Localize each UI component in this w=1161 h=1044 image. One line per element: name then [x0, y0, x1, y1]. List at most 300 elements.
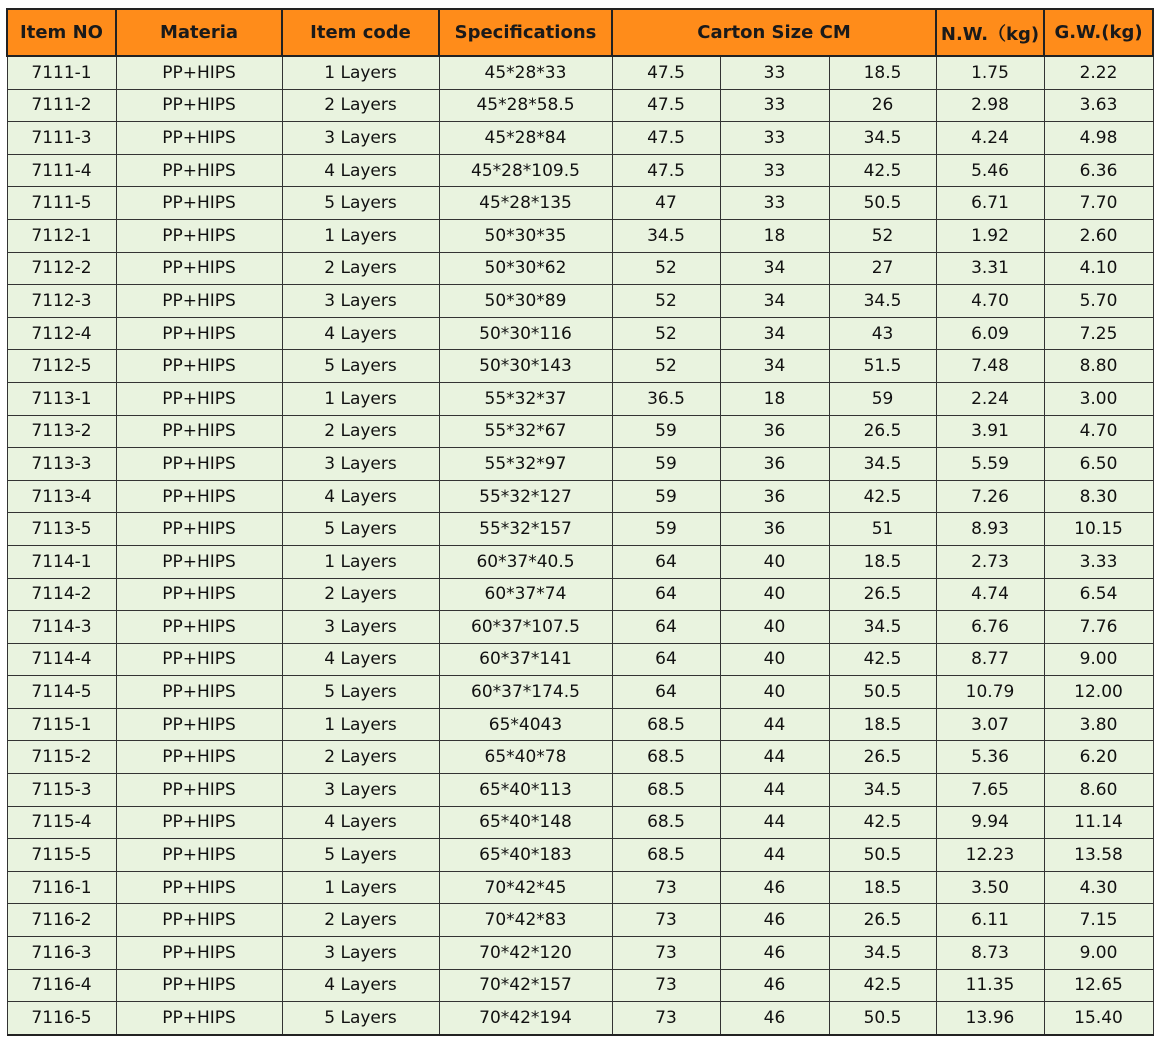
cell-item-code: 2 Layers — [282, 415, 439, 448]
cell-net-weight: 2.98 — [936, 89, 1044, 122]
cell-carton-width: 44 — [720, 839, 829, 872]
cell-materia: PP+HIPS — [116, 350, 282, 383]
cell-item-no: 7113-2 — [7, 415, 116, 448]
table-row — [7, 741, 1153, 774]
cell-carton-length: 64 — [612, 545, 720, 578]
cell-carton-length: 34.5 — [612, 219, 720, 252]
cell-item-code: 3 Layers — [282, 774, 439, 807]
cell-carton-height: 51.5 — [829, 350, 936, 383]
cell-carton-width: 34 — [720, 350, 829, 383]
cell-carton-height: 43 — [829, 317, 936, 350]
cell-item-no: 7115-2 — [7, 741, 116, 774]
cell-gross-weight: 2.22 — [1044, 56, 1153, 89]
cell-carton-width: 44 — [720, 806, 829, 839]
cell-carton-length: 73 — [612, 904, 720, 937]
cell-specifications: 60*37*107.5 — [439, 611, 612, 644]
cell-item-no: 7114-2 — [7, 578, 116, 611]
cell-carton-height: 34.5 — [829, 448, 936, 481]
cell-gross-weight: 15.40 — [1044, 1002, 1153, 1035]
cell-net-weight: 7.65 — [936, 774, 1044, 807]
cell-item-code: 4 Layers — [282, 806, 439, 839]
cell-carton-length: 59 — [612, 513, 720, 546]
cell-specifications: 55*32*67 — [439, 415, 612, 448]
cell-materia: PP+HIPS — [116, 1002, 282, 1035]
cell-carton-height: 51 — [829, 513, 936, 546]
cell-materia: PP+HIPS — [116, 676, 282, 709]
cell-materia: PP+HIPS — [116, 154, 282, 187]
cell-specifications: 55*32*157 — [439, 513, 612, 546]
cell-specifications: 55*32*37 — [439, 382, 612, 415]
cell-item-code: 1 Layers — [282, 56, 439, 89]
cell-item-no: 7114-5 — [7, 676, 116, 709]
cell-carton-length: 73 — [612, 937, 720, 970]
table-row — [7, 937, 1153, 970]
cell-materia: PP+HIPS — [116, 806, 282, 839]
cell-item-code: 2 Layers — [282, 578, 439, 611]
cell-carton-length: 64 — [612, 578, 720, 611]
cell-specifications: 65*40*113 — [439, 774, 612, 807]
cell-specifications: 55*32*127 — [439, 480, 612, 513]
cell-carton-length: 68.5 — [612, 741, 720, 774]
table-row — [7, 806, 1153, 839]
cell-materia: PP+HIPS — [116, 643, 282, 676]
table-row — [7, 545, 1153, 578]
cell-carton-length: 64 — [612, 611, 720, 644]
cell-carton-length: 59 — [612, 480, 720, 513]
cell-gross-weight: 12.65 — [1044, 969, 1153, 1002]
cell-carton-height: 34.5 — [829, 937, 936, 970]
cell-carton-length: 47.5 — [612, 154, 720, 187]
cell-carton-length: 59 — [612, 415, 720, 448]
cell-gross-weight: 3.63 — [1044, 89, 1153, 122]
table-row — [7, 578, 1153, 611]
table-row — [7, 317, 1153, 350]
cell-item-code: 1 Layers — [282, 219, 439, 252]
cell-gross-weight: 10.15 — [1044, 513, 1153, 546]
cell-item-no: 7116-5 — [7, 1002, 116, 1035]
cell-carton-height: 59 — [829, 382, 936, 415]
cell-carton-length: 73 — [612, 1002, 720, 1035]
header-item-no: Item NO — [7, 9, 116, 56]
cell-carton-height: 50.5 — [829, 187, 936, 220]
cell-carton-height: 42.5 — [829, 643, 936, 676]
cell-carton-width: 36 — [720, 513, 829, 546]
cell-item-code: 5 Layers — [282, 1002, 439, 1035]
cell-carton-width: 33 — [720, 89, 829, 122]
header-carton-size: Carton Size CM — [612, 9, 936, 56]
cell-carton-height: 26.5 — [829, 578, 936, 611]
header-row — [7, 9, 1153, 56]
cell-item-code: 3 Layers — [282, 611, 439, 644]
cell-carton-width: 18 — [720, 219, 829, 252]
cell-gross-weight: 9.00 — [1044, 937, 1153, 970]
cell-item-no: 7111-4 — [7, 154, 116, 187]
cell-carton-length: 73 — [612, 969, 720, 1002]
cell-gross-weight: 7.70 — [1044, 187, 1153, 220]
cell-carton-length: 47.5 — [612, 89, 720, 122]
cell-net-weight: 2.73 — [936, 545, 1044, 578]
cell-carton-height: 18.5 — [829, 871, 936, 904]
cell-materia: PP+HIPS — [116, 56, 282, 89]
cell-materia: PP+HIPS — [116, 448, 282, 481]
cell-carton-width: 44 — [720, 774, 829, 807]
cell-carton-height: 26 — [829, 89, 936, 122]
cell-carton-height: 42.5 — [829, 806, 936, 839]
cell-net-weight: 3.91 — [936, 415, 1044, 448]
table-row — [7, 480, 1153, 513]
cell-carton-width: 40 — [720, 578, 829, 611]
product-spec-table — [6, 8, 1154, 1036]
cell-net-weight: 8.77 — [936, 643, 1044, 676]
cell-specifications: 60*37*40.5 — [439, 545, 612, 578]
cell-specifications: 70*42*45 — [439, 871, 612, 904]
cell-gross-weight: 4.30 — [1044, 871, 1153, 904]
table-header — [7, 9, 1153, 56]
cell-carton-width: 36 — [720, 448, 829, 481]
cell-carton-height: 18.5 — [829, 708, 936, 741]
header-materia: Materia — [116, 9, 282, 56]
cell-item-code: 2 Layers — [282, 904, 439, 937]
cell-carton-height: 52 — [829, 219, 936, 252]
cell-carton-height: 42.5 — [829, 969, 936, 1002]
cell-specifications: 55*32*97 — [439, 448, 612, 481]
cell-item-no: 7111-2 — [7, 89, 116, 122]
cell-net-weight: 6.11 — [936, 904, 1044, 937]
cell-materia: PP+HIPS — [116, 969, 282, 1002]
cell-specifications: 45*28*33 — [439, 56, 612, 89]
cell-item-no: 7112-5 — [7, 350, 116, 383]
cell-gross-weight: 8.80 — [1044, 350, 1153, 383]
cell-net-weight: 1.75 — [936, 56, 1044, 89]
cell-item-code: 4 Layers — [282, 154, 439, 187]
cell-carton-width: 46 — [720, 1002, 829, 1035]
cell-net-weight: 6.71 — [936, 187, 1044, 220]
cell-gross-weight: 4.70 — [1044, 415, 1153, 448]
cell-net-weight: 6.09 — [936, 317, 1044, 350]
cell-carton-length: 59 — [612, 448, 720, 481]
spec-table-sheet — [6, 8, 1152, 1036]
table-row — [7, 676, 1153, 709]
cell-specifications: 45*28*58.5 — [439, 89, 612, 122]
cell-item-code: 4 Layers — [282, 317, 439, 350]
cell-item-code: 4 Layers — [282, 969, 439, 1002]
cell-gross-weight: 3.33 — [1044, 545, 1153, 578]
cell-item-no: 7112-1 — [7, 219, 116, 252]
cell-gross-weight: 4.98 — [1044, 122, 1153, 155]
cell-carton-width: 44 — [720, 741, 829, 774]
cell-net-weight: 9.94 — [936, 806, 1044, 839]
table-row — [7, 643, 1153, 676]
cell-gross-weight: 11.14 — [1044, 806, 1153, 839]
cell-item-no: 7113-3 — [7, 448, 116, 481]
cell-net-weight: 5.59 — [936, 448, 1044, 481]
cell-carton-width: 46 — [720, 937, 829, 970]
cell-materia: PP+HIPS — [116, 187, 282, 220]
cell-carton-width: 46 — [720, 871, 829, 904]
cell-item-no: 7112-3 — [7, 285, 116, 318]
cell-carton-width: 34 — [720, 252, 829, 285]
cell-gross-weight: 3.80 — [1044, 708, 1153, 741]
cell-item-code: 3 Layers — [282, 122, 439, 155]
cell-net-weight: 7.48 — [936, 350, 1044, 383]
cell-item-code: 3 Layers — [282, 285, 439, 318]
cell-carton-height: 50.5 — [829, 839, 936, 872]
cell-carton-width: 40 — [720, 676, 829, 709]
cell-item-code: 5 Layers — [282, 676, 439, 709]
cell-carton-width: 34 — [720, 285, 829, 318]
cell-carton-height: 18.5 — [829, 545, 936, 578]
cell-materia: PP+HIPS — [116, 871, 282, 904]
cell-materia: PP+HIPS — [116, 252, 282, 285]
cell-item-code: 1 Layers — [282, 871, 439, 904]
cell-carton-width: 33 — [720, 154, 829, 187]
cell-materia: PP+HIPS — [116, 415, 282, 448]
cell-item-no: 7111-3 — [7, 122, 116, 155]
cell-materia: PP+HIPS — [116, 545, 282, 578]
cell-specifications: 60*37*74 — [439, 578, 612, 611]
cell-item-code: 4 Layers — [282, 480, 439, 513]
cell-gross-weight: 9.00 — [1044, 643, 1153, 676]
table-row — [7, 708, 1153, 741]
cell-carton-height: 50.5 — [829, 1002, 936, 1035]
cell-item-code: 2 Layers — [282, 252, 439, 285]
cell-carton-length: 47 — [612, 187, 720, 220]
cell-specifications: 70*42*120 — [439, 937, 612, 970]
cell-materia: PP+HIPS — [116, 285, 282, 318]
cell-net-weight: 10.79 — [936, 676, 1044, 709]
header-specifications: Specifications — [439, 9, 612, 56]
cell-carton-width: 46 — [720, 969, 829, 1002]
cell-net-weight: 5.36 — [936, 741, 1044, 774]
cell-gross-weight: 13.58 — [1044, 839, 1153, 872]
table-row — [7, 774, 1153, 807]
cell-item-code: 2 Layers — [282, 89, 439, 122]
cell-net-weight: 13.96 — [936, 1002, 1044, 1035]
cell-gross-weight: 4.10 — [1044, 252, 1153, 285]
cell-item-no: 7111-5 — [7, 187, 116, 220]
cell-net-weight: 5.46 — [936, 154, 1044, 187]
cell-specifications: 70*42*194 — [439, 1002, 612, 1035]
cell-specifications: 45*28*135 — [439, 187, 612, 220]
cell-specifications: 50*30*35 — [439, 219, 612, 252]
cell-carton-height: 26.5 — [829, 415, 936, 448]
table-row — [7, 415, 1153, 448]
table-row — [7, 219, 1153, 252]
cell-materia: PP+HIPS — [116, 774, 282, 807]
cell-carton-height: 42.5 — [829, 480, 936, 513]
table-row — [7, 56, 1153, 89]
cell-carton-length: 64 — [612, 676, 720, 709]
table-row — [7, 448, 1153, 481]
cell-item-code: 3 Layers — [282, 448, 439, 481]
cell-carton-height: 26.5 — [829, 741, 936, 774]
cell-carton-length: 52 — [612, 252, 720, 285]
cell-specifications: 45*28*109.5 — [439, 154, 612, 187]
cell-net-weight: 8.73 — [936, 937, 1044, 970]
cell-carton-width: 40 — [720, 611, 829, 644]
cell-gross-weight: 12.00 — [1044, 676, 1153, 709]
cell-gross-weight: 8.60 — [1044, 774, 1153, 807]
cell-carton-width: 33 — [720, 56, 829, 89]
cell-gross-weight: 5.70 — [1044, 285, 1153, 318]
cell-net-weight: 1.92 — [936, 219, 1044, 252]
cell-carton-length: 68.5 — [612, 708, 720, 741]
cell-carton-width: 33 — [720, 122, 829, 155]
cell-item-code: 4 Layers — [282, 643, 439, 676]
table-row — [7, 122, 1153, 155]
cell-item-no: 7112-4 — [7, 317, 116, 350]
cell-specifications: 65*40*183 — [439, 839, 612, 872]
cell-item-no: 7111-1 — [7, 56, 116, 89]
cell-net-weight: 8.93 — [936, 513, 1044, 546]
cell-materia: PP+HIPS — [116, 937, 282, 970]
cell-specifications: 60*37*174.5 — [439, 676, 612, 709]
cell-item-no: 7116-4 — [7, 969, 116, 1002]
cell-net-weight: 3.07 — [936, 708, 1044, 741]
cell-gross-weight: 3.00 — [1044, 382, 1153, 415]
table-body — [7, 56, 1153, 1035]
cell-item-code: 3 Layers — [282, 937, 439, 970]
cell-specifications: 65*40*148 — [439, 806, 612, 839]
table-row — [7, 382, 1153, 415]
table-row — [7, 611, 1153, 644]
cell-carton-length: 68.5 — [612, 839, 720, 872]
cell-materia: PP+HIPS — [116, 122, 282, 155]
cell-carton-length: 52 — [612, 350, 720, 383]
cell-net-weight: 2.24 — [936, 382, 1044, 415]
cell-carton-width: 40 — [720, 643, 829, 676]
cell-item-code: 5 Layers — [282, 839, 439, 872]
cell-materia: PP+HIPS — [116, 611, 282, 644]
table-row — [7, 89, 1153, 122]
cell-materia: PP+HIPS — [116, 513, 282, 546]
cell-materia: PP+HIPS — [116, 578, 282, 611]
cell-specifications: 60*37*141 — [439, 643, 612, 676]
cell-carton-length: 64 — [612, 643, 720, 676]
cell-gross-weight: 2.60 — [1044, 219, 1153, 252]
table-row — [7, 839, 1153, 872]
table-row — [7, 252, 1153, 285]
table-row — [7, 513, 1153, 546]
cell-materia: PP+HIPS — [116, 89, 282, 122]
table-row — [7, 187, 1153, 220]
header-net-weight: N.W.（kg) — [936, 9, 1044, 56]
cell-item-no: 7113-4 — [7, 480, 116, 513]
cell-net-weight: 4.74 — [936, 578, 1044, 611]
cell-materia: PP+HIPS — [116, 219, 282, 252]
cell-specifications: 50*30*89 — [439, 285, 612, 318]
cell-carton-length: 47.5 — [612, 56, 720, 89]
header-gross-weight: G.W.(kg) — [1044, 9, 1153, 56]
cell-carton-length: 52 — [612, 317, 720, 350]
cell-carton-height: 34.5 — [829, 774, 936, 807]
table-row — [7, 904, 1153, 937]
cell-carton-height: 18.5 — [829, 56, 936, 89]
cell-specifications: 65*4043 — [439, 708, 612, 741]
cell-item-code: 5 Layers — [282, 187, 439, 220]
cell-materia: PP+HIPS — [116, 708, 282, 741]
cell-item-no: 7115-4 — [7, 806, 116, 839]
cell-specifications: 45*28*84 — [439, 122, 612, 155]
cell-carton-length: 47.5 — [612, 122, 720, 155]
table-row — [7, 871, 1153, 904]
cell-carton-height: 50.5 — [829, 676, 936, 709]
cell-item-no: 7113-1 — [7, 382, 116, 415]
cell-carton-width: 36 — [720, 480, 829, 513]
cell-specifications: 50*30*62 — [439, 252, 612, 285]
cell-net-weight: 11.35 — [936, 969, 1044, 1002]
cell-gross-weight: 7.76 — [1044, 611, 1153, 644]
cell-item-no: 7115-5 — [7, 839, 116, 872]
cell-carton-height: 27 — [829, 252, 936, 285]
table-row — [7, 154, 1153, 187]
cell-item-code: 5 Layers — [282, 513, 439, 546]
cell-carton-length: 36.5 — [612, 382, 720, 415]
cell-item-code: 1 Layers — [282, 545, 439, 578]
cell-item-no: 7116-3 — [7, 937, 116, 970]
cell-gross-weight: 8.30 — [1044, 480, 1153, 513]
cell-net-weight: 4.24 — [936, 122, 1044, 155]
cell-carton-width: 33 — [720, 187, 829, 220]
cell-carton-width: 34 — [720, 317, 829, 350]
cell-item-no: 7116-1 — [7, 871, 116, 904]
cell-item-code: 1 Layers — [282, 382, 439, 415]
cell-item-no: 7115-3 — [7, 774, 116, 807]
header-item-code: Item code — [282, 9, 439, 56]
cell-item-no: 7116-2 — [7, 904, 116, 937]
cell-net-weight: 6.76 — [936, 611, 1044, 644]
cell-specifications: 50*30*116 — [439, 317, 612, 350]
cell-materia: PP+HIPS — [116, 741, 282, 774]
cell-net-weight: 3.50 — [936, 871, 1044, 904]
cell-net-weight: 4.70 — [936, 285, 1044, 318]
cell-specifications: 70*42*157 — [439, 969, 612, 1002]
cell-carton-width: 40 — [720, 545, 829, 578]
table-row — [7, 1002, 1153, 1035]
cell-carton-width: 46 — [720, 904, 829, 937]
cell-materia: PP+HIPS — [116, 839, 282, 872]
cell-item-no: 7113-5 — [7, 513, 116, 546]
cell-carton-height: 34.5 — [829, 122, 936, 155]
cell-net-weight: 7.26 — [936, 480, 1044, 513]
cell-specifications: 50*30*143 — [439, 350, 612, 383]
cell-item-no: 7112-2 — [7, 252, 116, 285]
cell-item-code: 2 Layers — [282, 741, 439, 774]
cell-carton-length: 68.5 — [612, 806, 720, 839]
cell-net-weight: 3.31 — [936, 252, 1044, 285]
cell-gross-weight: 6.50 — [1044, 448, 1153, 481]
cell-item-code: 1 Layers — [282, 708, 439, 741]
cell-gross-weight: 6.54 — [1044, 578, 1153, 611]
cell-gross-weight: 7.25 — [1044, 317, 1153, 350]
cell-item-no: 7114-4 — [7, 643, 116, 676]
cell-carton-length: 68.5 — [612, 774, 720, 807]
cell-carton-width: 44 — [720, 708, 829, 741]
cell-carton-height: 34.5 — [829, 285, 936, 318]
cell-item-no: 7115-1 — [7, 708, 116, 741]
cell-carton-height: 42.5 — [829, 154, 936, 187]
cell-gross-weight: 7.15 — [1044, 904, 1153, 937]
cell-materia: PP+HIPS — [116, 480, 282, 513]
table-row — [7, 969, 1153, 1002]
cell-item-code: 5 Layers — [282, 350, 439, 383]
cell-gross-weight: 6.20 — [1044, 741, 1153, 774]
cell-carton-width: 18 — [720, 382, 829, 415]
cell-item-no: 7114-3 — [7, 611, 116, 644]
cell-materia: PP+HIPS — [116, 382, 282, 415]
cell-carton-height: 34.5 — [829, 611, 936, 644]
table-row — [7, 350, 1153, 383]
